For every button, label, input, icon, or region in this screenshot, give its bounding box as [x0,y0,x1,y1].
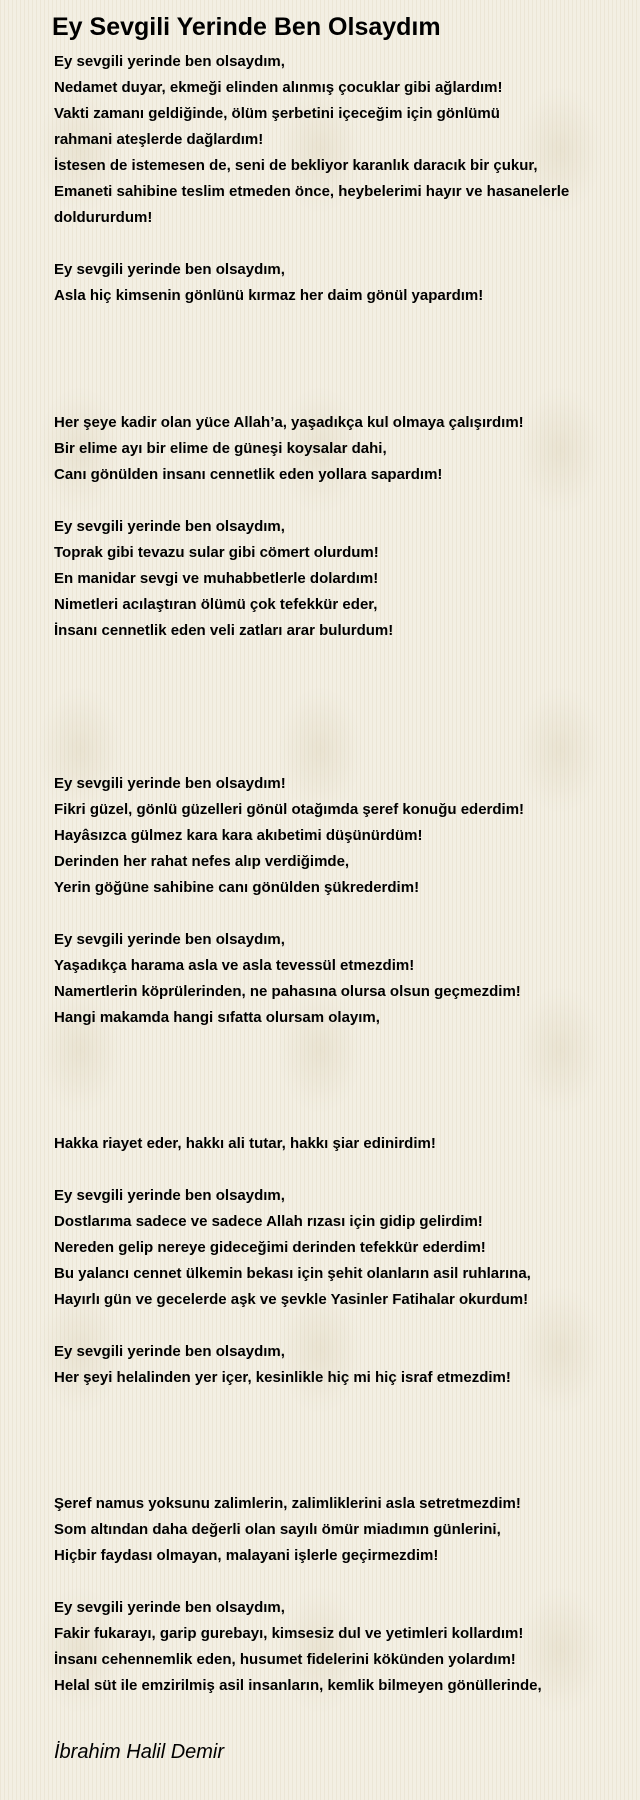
poem-line: Ey sevgili yerinde ben olsaydım, [54,261,285,278]
poem-line: Her şeyi helalinden yer içer, kesinlikle hiç mi hiç israf etmezdim! [54,1369,511,1386]
poem-line: Hayırlı gün ve gecelerde aşk ve şevkle Yasinler Fatihalar okurdum! [54,1291,529,1308]
poem-line: Nereden gelip nereye gideceğimi derinden tefekkür ederdim! [54,1239,486,1256]
poem-line: Fakir fukarayı, garip gurebayı, kimsesiz dul ve yetimleri kollardım! [54,1625,524,1642]
poem-line: Ey sevgili yerinde ben olsaydım, [54,931,285,948]
poem-line: Hangi makamda hangi sıfatta olursam olayım, [54,1009,380,1026]
poem-line: Dostlarıma sadece ve sadece Allah rızası için gidip gelirdim! [54,1213,483,1230]
poem-line: Canı gönülden insanı cennetlik eden yollara sapardım! [54,466,443,483]
poem-line: En manidar sevgi ve muhabbetlerle dolardım! [54,570,379,587]
poem-line: Ey sevgili yerinde ben olsaydım, [54,1343,285,1360]
poem-line: Asla hiç kimsenin gönlünü kırmaz her daim gönül yapardım! [54,287,484,304]
poem-line: Bu yalancı cennet ülkemin bekası için şehit olanların asil ruhlarına, [54,1265,531,1282]
poem-line: Ey sevgili yerinde ben olsaydım! [54,775,286,792]
poem-line: Ey sevgili yerinde ben olsaydım, [54,518,285,535]
poem-line: Toprak gibi tevazu sular gibi cömert olurdum! [54,544,379,561]
poem-line: Namertlerin köprülerinden, ne pahasına olursa olsun geçmezdim! [54,983,521,1000]
poem-line: Derinden her rahat nefes alıp verdiğimde, [54,853,350,870]
poem-line: Nimetleri acılaştıran ölümü çok tefekkür eder, [54,596,378,613]
poem-line: Her şeye kadir olan yüce Allah’a, yaşadıkça kul olmaya çalışırdım! [54,414,524,431]
poem-line: Hiçbir faydası olmayan, malayani işlerle geçirmezdim! [54,1547,439,1564]
poem-line: Ey sevgili yerinde ben olsaydım, [54,1187,285,1204]
poem-line: Hakka riayet eder, hakkı ali tutar, hakkı şiar edinirdim! [54,1135,436,1152]
poem-line: rahmani ateşlerde dağlardım! [54,131,264,148]
poem-line: İnsanı cehennemlik eden, husumet fidelerini kökünden yolardım! [54,1651,516,1668]
poem-line: Som altından daha değerli olan sayılı ömür miadımın günlerini, [54,1521,501,1538]
poem-line: Ey sevgili yerinde ben olsaydım, [54,1599,285,1616]
poem-line: İstesen de istemesen de, seni de bekliyor karanlık daracık bir çukur, [54,157,538,174]
poem-line: İnsanı cennetlik eden veli zatları arar bulurdum! [54,622,394,639]
poem-line: Bir elime ayı bir elime de güneşi koysalar dahi, [54,440,387,457]
poem-line: Emaneti sahibine teslim etmeden önce, heybelerimi hayır ve hasanelerle [54,183,570,200]
poem-line: Nedamet duyar, ekmeği elinden alınmış çocuklar gibi ağlardım! [54,79,503,96]
poem-line: Helal süt ile emzirilmiş asil insanların, kemlik bilmeyen gönüllerinde, [54,1677,542,1694]
poem-line: Fikri güzel, gönlü güzelleri gönül otağımda şeref konuğu ederdim! [54,801,525,818]
poem-line: Ey sevgili yerinde ben olsaydım, [54,53,285,70]
poem-author: İbrahim Halil Demir [54,1741,225,1763]
poem-line: Vakti zamanı geldiğinde, ölüm şerbetini içeceğim için gönlümü [54,105,500,122]
poem-line: Şeref namus yoksunu zalimlerin, zalimliklerini asla setretmezdim! [54,1495,521,1512]
poem-title: Ey Sevgili Yerinde Ben Olsaydım [52,13,441,41]
poem-line: Hayâsızca gülmez kara kara akıbetimi düşünürdüm! [54,827,423,844]
poem-line: doldururdum! [54,209,153,226]
poem-line: Yerin göğüne sahibine canı gönülden şükrederdim! [54,879,420,896]
poem-line: Yaşadıkça harama asla ve asla tevessül etmezdim! [54,957,415,974]
